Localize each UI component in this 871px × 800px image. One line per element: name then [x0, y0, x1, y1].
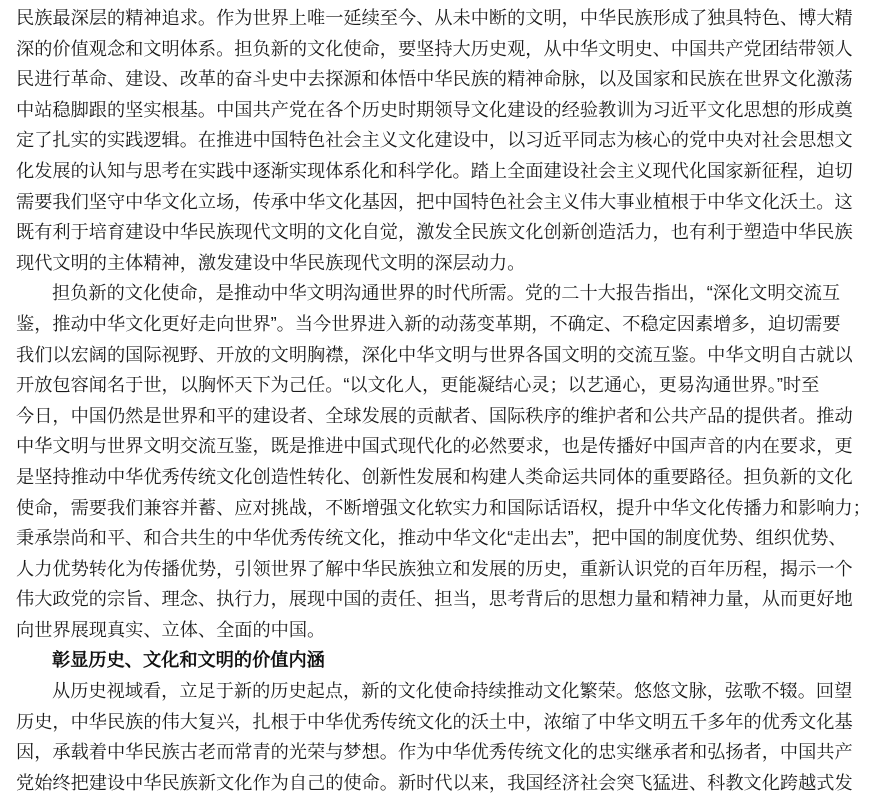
text-line: 中站稳脚跟的坚实根基。中国共产党在各个历史时期领导文化建设的经验教训为习近平文化思想的形成奠	[16, 99, 853, 120]
text-line: 中华文明与世界文明交流互鉴，既是推进中国式现代化的必然要求，也是传播好中国声音的内在要求，更	[16, 436, 853, 457]
text-line: 既有利于培育建设中华民族现代文明的文化自觉，激发全民族文化创新创造活力，也有利于塑造中华民族	[16, 222, 853, 243]
text-line: 深的价值观念和文明体系。担负新的文化使命，要坚持大历史观，从中华文明史、中国共产党团结带领人	[16, 38, 853, 59]
paragraph	[16, 278, 871, 645]
text-line: 伟大政党的宗旨、理念、执行力，展现中国的责任、担当，思考背后的思想力量和精神力量，从而更好地	[16, 589, 853, 610]
text-line: 党始终把建设中华民族新文化作为自己的使命。新时代以来，我国经济社会突飞猛进、科教文化跨越式发	[16, 772, 853, 793]
heading-text: 彰显历史、文化和文明的价值内涵	[52, 650, 325, 671]
text-line: 定了扎实的实践逻辑。在推进中国特色社会主义文化建设中，以习近平同志为核心的党中央对社会思想文	[16, 130, 853, 151]
text-line: 鉴，推动中华文化更好走向世界”。当今世界进入新的动荡变革期，不确定、不稳定因素增多，迫切需要	[16, 313, 841, 334]
paragraph	[16, 3, 853, 278]
text-line: 今日，中国仍然是世界和平的建设者、全球发展的贡献者、国际秩序的维护者和公共产品的提供者。推动	[16, 405, 853, 426]
text-line: 历史，中华民族的伟大复兴，扎根于中华优秀传统文化的沃土中，浓缩了中华文明五千多年的优秀文化基	[16, 711, 853, 732]
paragraph	[16, 676, 853, 798]
text-line: 民进行革命、建设、改革的奋斗史中去探源和体悟中华民族的精神命脉，以及国家和民族在世界文化激荡	[16, 69, 853, 90]
text-line: 使命，需要我们兼容并蓄、应对挑战，不断增强文化软实力和国际话语权，提升中华文化传播力和影响力；	[16, 497, 871, 518]
text-line: 从历史视域看，立足于新的历史起点，新的文化使命持续推动文化繁荣。悠悠文脉，弦歌不辍。回望	[52, 681, 853, 702]
section-heading	[16, 645, 784, 676]
text-line: 向世界展现真实、立体、全面的中国。	[16, 619, 326, 640]
text-line: 担负新的文化使命，是推动中华文明沟通世界的时代所需。党的二十大报告指出，“深化文明交流互	[52, 283, 841, 304]
text-line: 人力优势转化为传播优势，引领世界了解中华民族独立和发展的历史，重新认识党的百年历程，揭示一个	[16, 558, 853, 579]
text-line: 开放包容闻名于世，以胸怀天下为己任。“以文化人，更能凝结心灵；以艺通心，更易沟通世界。”时至	[16, 375, 820, 396]
text-line: 是坚持推动中华优秀传统文化创造性转化、创新性发展和构建人类命运共同体的重要路径。担负新的文化	[16, 466, 853, 487]
text-line: 化发展的认知与思考在实践中逐渐实现体系化和科学化。踏上全面建设社会主义现代化国家新征程，迫切	[16, 160, 853, 181]
text-line: 民族最深层的精神追求。作为世界上唯一延续至今、从未中断的文明，中华民族形成了独具特色、博大精	[16, 8, 853, 28]
text-line: 现代文明的主体精神，激发建设中华民族现代文明的深层动力。	[16, 252, 526, 273]
text-line: 秉承崇尚和平、和合共生的中华优秀传统文化，推动中华文化“走出去”，把中国的制度优势、组织优势、	[16, 528, 847, 549]
text-line: 我们以宏阔的国际视野、开放的文明胸襟，深化中华文明与世界各国文明的交流互鉴。中华文明自古就以	[16, 344, 853, 365]
text-line: 因，承载着中华民族古老而常青的光荣与梦想。作为中华优秀传统文化的忠实继承者和弘扬者，中国共产	[16, 742, 853, 763]
text-line: 需要我们坚守中华文化立场，传承中华文化基因，把中国特色社会主义伟大事业植根于中华文化沃土。这	[16, 191, 853, 212]
